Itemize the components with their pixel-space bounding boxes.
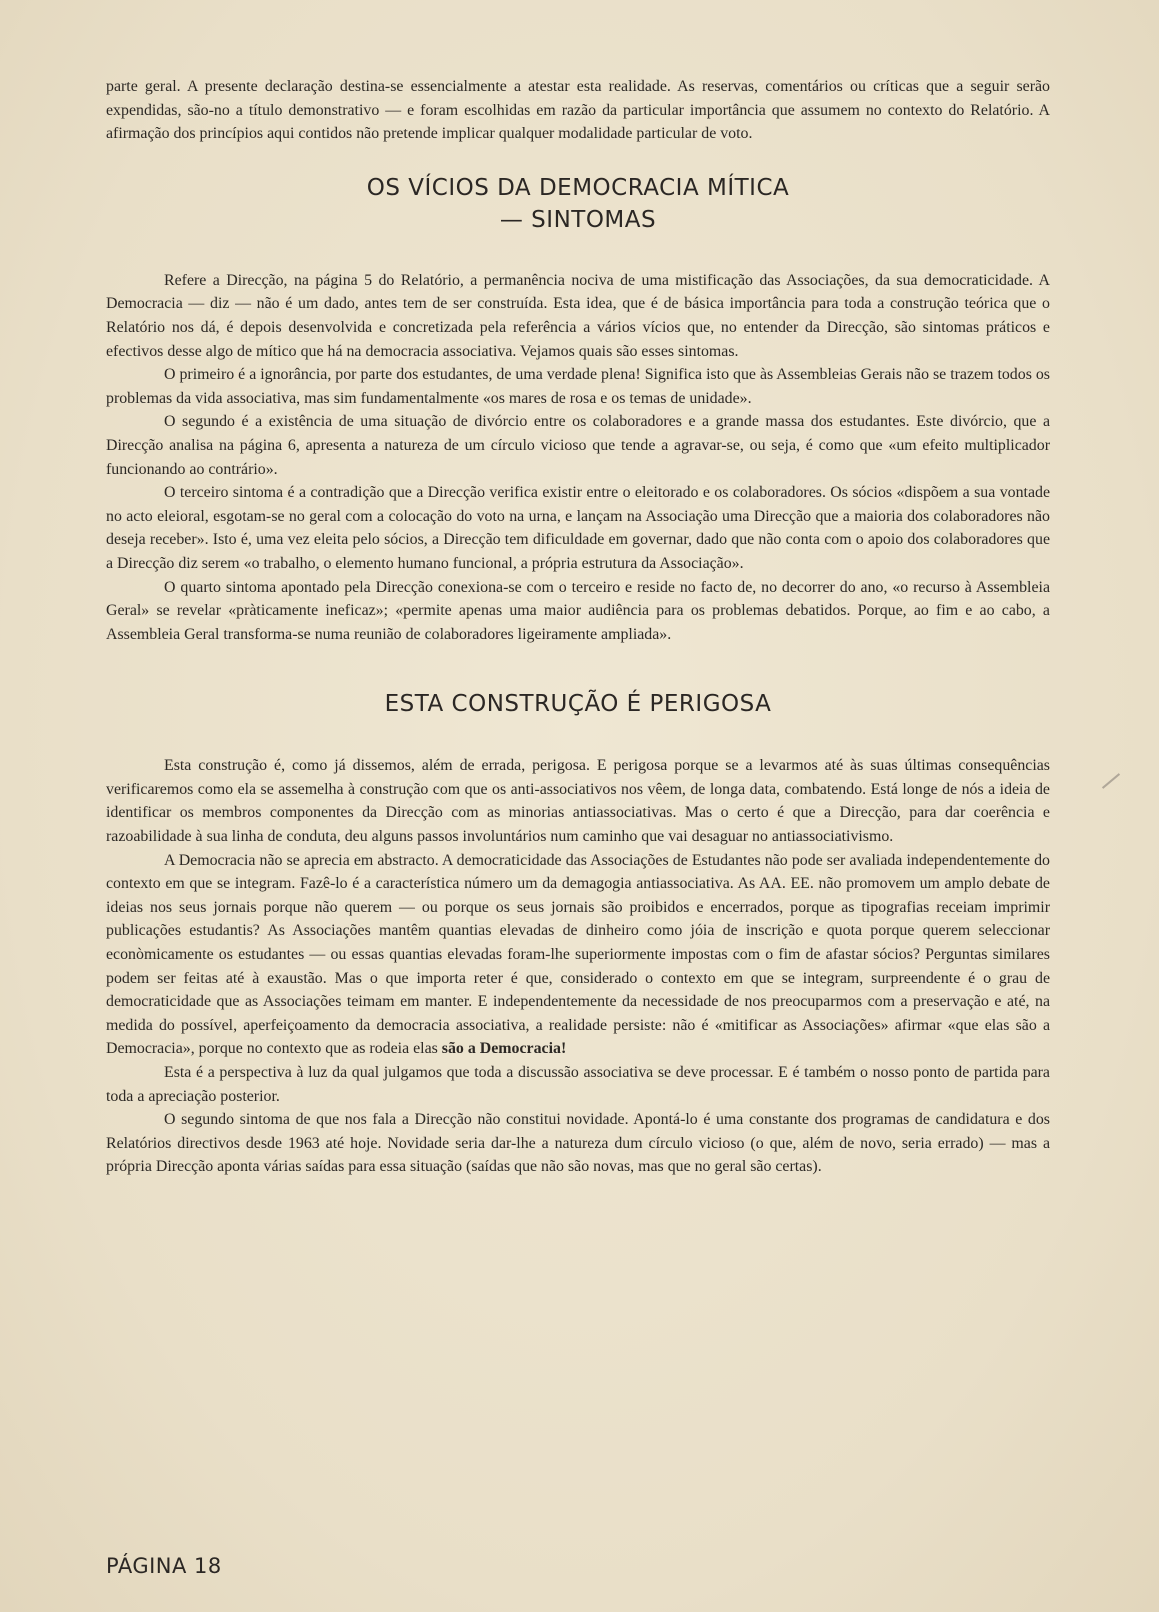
intro-paragraph: parte geral. A presente declaração destina-se essencialmente a atestar esta realidade. As reservas, comentários ou críticas que a seguir serão expendidas, são-no a título demonstrativo — e foram escolhidas em razão da particular importância que assumem no contexto do Relatório. A afirmação dos princípios aqui contidos não pretende implicar qualquer modalidade particular de voto. (106, 78, 1050, 143)
section-heading-line-2: — SINTOMAS (499, 206, 657, 233)
paragraph: O terceiro sintoma é a contradição que a Direcção verifica existir entre o eleitorado e os colaboradores. Os sócios «dispõem a sua vontade no acto eleioral, esgotam-se no geral com a colocação do voto na urna, e lançam na Associação uma Direcção que a maioria dos colaboradores não deseja receber». Isto é, uma vez eleita pelo sócios, a Direcção tem dificuldade em governar, dado que não conta com o apoio dos colaboradores que a Direcção diz serem «o trabalho, o elemento humano funcional, a própria estrutura da Associação». (106, 484, 1050, 572)
page-number: PÁGINA 18 (106, 1554, 222, 1578)
margin-pencil-mark (1102, 773, 1120, 789)
document-body (106, 75, 1050, 1179)
paragraph: Refere a Direcção, na página 5 do Relatório, a permanência nociva de uma mistificação das Associações, da sua democraticidade. A Democracia — diz — não é um dado, antes tem de ser construída. Esta idea, que é de básica importância para toda a construção teórica que o Relatório nos dá, é depois desenvolvida e concretizada pela referência a vários vícios que, no entender da Direcção, são sintomas práticos e efectivos desse algo de mítico que há na democracia associativa. Vejamos quais são esses sintomas. (106, 271, 1050, 360)
paragraph-text: A Democracia não se aprecia em abstracto. A democraticidade das Associações de Estudantes não pode ser avaliada independentemente do contexto em que se integram. Fazê-lo é a característica número um da demagogia antiassociativa. As AA. EE. não promovem um amplo debate de ideias nos seus jornais porque não querem — ou porque os seus jornais são proibidos e encerrados, porque as tipografias receiam imprimir publicações estudantis? As Associações mantêm quantias elevadas de dinheiro como jóia de inscrição e quota porque querem seleccionar econòmicamente os estudantes — ou essas quantias elevadas foram-lhe superiormente impostas com o fim de afastar sócios? Perguntas similares podem ser feitas até à exaustão. Mas o que importa reter é que, considerado o contexto em que se integram, surpreendente é o grau de democraticidade que as Associações teimam em manter. E independentemente da necessidade de nos preocuparmos com a preservação e até, na medida do possível, aperfeiçoamento da democracia associativa, a realidade persiste: não é «mitificar as Associações» afirmar «que elas são a Democracia», porque no contexto que as rodeia elas (106, 851, 1050, 1058)
section-heading-construcao: ESTA CONSTRUÇÃO É PERIGOSA (384, 691, 772, 718)
paragraph: O quarto sintoma apontado pela Direcção conexiona-se com o terceiro e reside no facto de, no decorrer do ano, «o recurso à Assembleia Geral» se revelar «pràticamente ineficaz»; «permite apenas uma maior audiência para os problemas debatidos. Porque, ao fim e ao cabo, a Assembleia Geral transforma-se numa reunião de colaboradores ligeiramente ampliada». (106, 578, 1050, 643)
section-heading-vicios (106, 172, 1050, 236)
paragraph: Esta construção é, como já dissemos, além de errada, perigosa. E perigosa porque se a levarmos até às suas últimas consequências verificaremos como ela se assemelha à construção com que os anti-associativos nos vêem, de longa data, combatendo. Está longe de nós a ideia de identificar os membros componentes da Direcção com as minorias antiassociativas. Mas o certo é que a Direcção, para dar coerência e razoabilidade à sua linha de conduta, deu alguns passos involuntários num caminho que vai desaguar no antiassociativismo. (106, 757, 1050, 846)
paragraph: O primeiro é a ignorância, por parte dos estudantes, de uma verdade plena! Significa isto que às Assembleias Gerais não se trazem todos os problemas da vida associativa, mas sim fundamentalmente «os mares de rosa e os temas de unidade». (106, 366, 1050, 407)
paragraph (106, 849, 1050, 1061)
paragraph: O segundo é a existência de uma situação de divórcio entre os colaboradores e a grande massa dos estudantes. Este divórcio, que a Direcção analisa na página 6, apresenta a natureza de um círculo vicioso que tende a agravar-se, ou seja, é como que «um efeito multiplicador funcionando ao contrário». (106, 413, 1050, 478)
paragraph: Esta é a perspectiva à luz da qual julgamos que toda a discussão associativa se deve processar. E é também o nosso ponto de partida para toda a apreciação posterior. (106, 1064, 1050, 1105)
paragraph: O segundo sintoma de que nos fala a Direcção não constitui novidade. Apontá-lo é uma constante dos programas de candidatura e dos Relatórios directivos desde 1963 até hoje. Novidade seria dar-lhe a natureza dum círculo vicioso (o que, além de novo, seria errado) — mas a própria Direcção aponta várias saídas para essa situação (saídas que não são novas, mas que no geral são certas). (106, 1111, 1050, 1176)
bold-emphasis: são a Democracia! (441, 1040, 567, 1058)
section-heading-line-1: OS VÍCIOS DA DEMOCRACIA MÍTICA (366, 174, 790, 201)
